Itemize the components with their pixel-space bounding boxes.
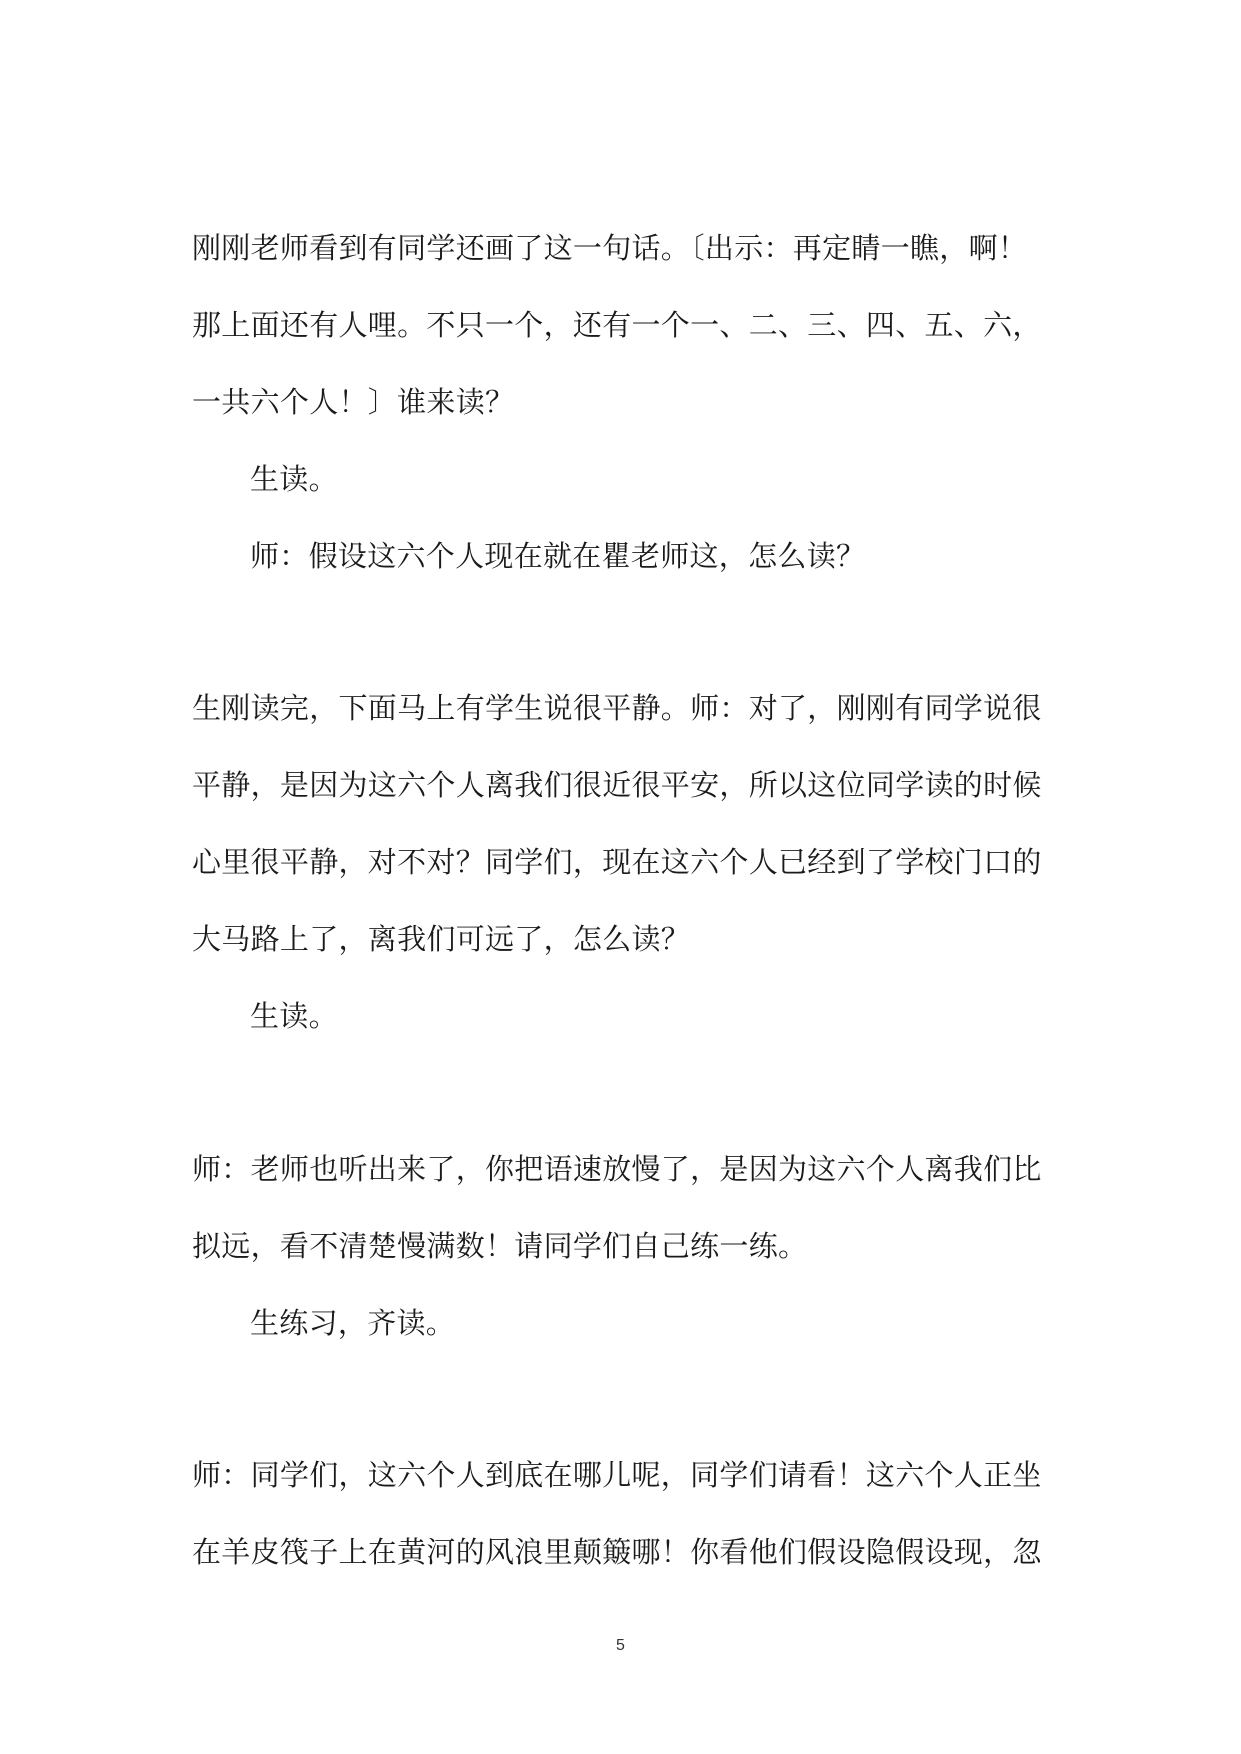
text-line: 那上面还有人哩。不只一个，还有一个一、二、三、四、五、六，	[192, 308, 1042, 342]
text-line: 生读。	[250, 999, 338, 1033]
text-line: 一共六个人！〕谁来读？	[192, 385, 515, 419]
text-line: 在羊皮筏子上在黄河的风浪里颠簸哪！你看他们假设隐假设现，忽	[192, 1535, 1042, 1569]
text-line: 拟远，看不清楚慢满数！请同学们自己练一练。	[192, 1229, 808, 1263]
text-line: 师：同学们，这六个人到底在哪儿呢，同学们请看！这六个人正坐	[192, 1458, 1042, 1492]
text-line: 生读。	[250, 462, 338, 496]
text-line: 生练习，齐读。	[250, 1306, 456, 1340]
text-line: 心里很平静，对不对？同学们，现在这六个人已经到了学校门口的	[192, 845, 1042, 879]
text-line: 生刚读完，下面马上有学生说很平静。师：对了，刚刚有同学说很	[192, 691, 1042, 725]
page-number: 5	[616, 1637, 625, 1654]
text-line: 师：老师也听出来了，你把语速放慢了，是因为这六个人离我们比	[192, 1152, 1042, 1186]
text-line: 平静，是因为这六个人离我们很近很平安，所以这位同学读的时候	[192, 768, 1042, 802]
text-line: 刚刚老师看到有同学还画了这一句话。〔出示：再定睛一瞧，啊！	[192, 231, 1028, 265]
text-line: 师：假设这六个人现在就在瞿老师这，怎么读？	[250, 539, 866, 573]
text-line: 大马路上了，离我们可远了，怎么读？	[192, 922, 691, 956]
